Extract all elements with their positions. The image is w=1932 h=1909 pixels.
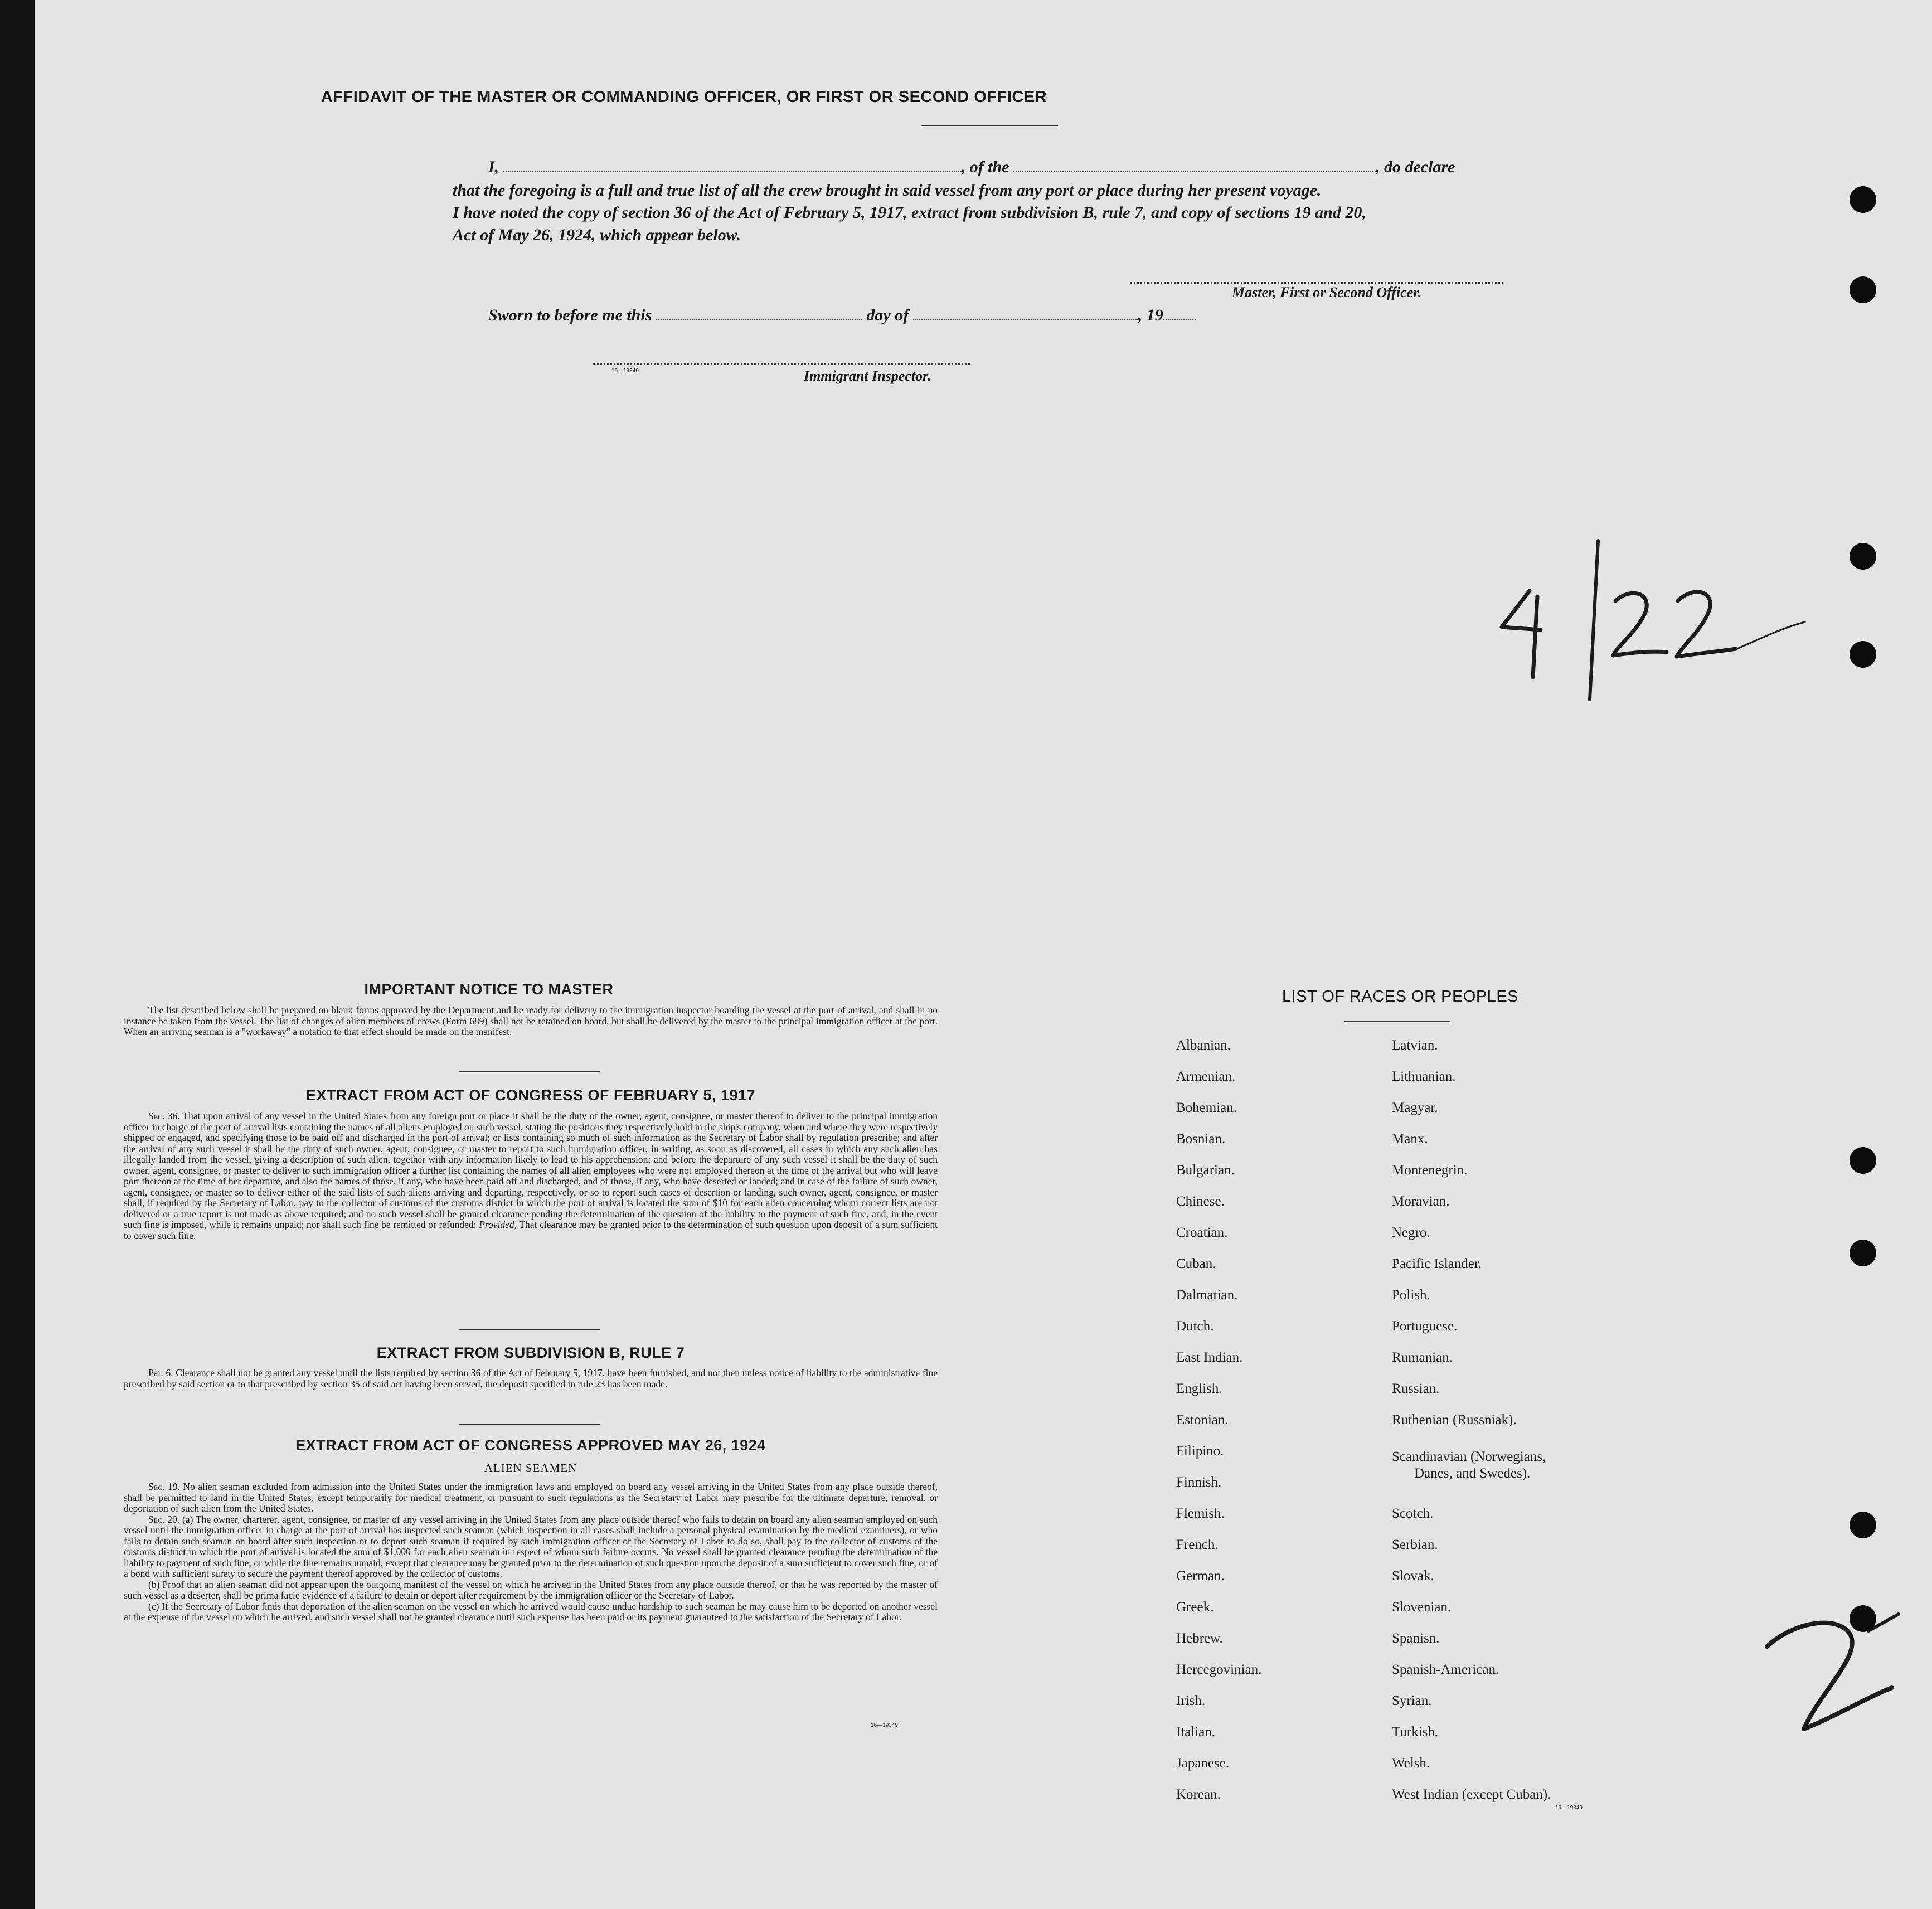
race-item: Croatian. bbox=[1176, 1225, 1228, 1240]
inspector-signature-line[interactable] bbox=[593, 363, 970, 365]
sworn-month-blank[interactable] bbox=[913, 307, 1138, 320]
races-form-number: 16—19349 bbox=[1555, 1805, 1583, 1811]
race-item: Irish. bbox=[1176, 1693, 1206, 1708]
race-item: Estonian. bbox=[1176, 1412, 1229, 1427]
punch-hole bbox=[1850, 276, 1876, 303]
punch-hole bbox=[1850, 1240, 1876, 1266]
race-item: English. bbox=[1176, 1381, 1222, 1396]
race-item: Slovak. bbox=[1392, 1568, 1434, 1583]
race-item: Turkish. bbox=[1392, 1725, 1439, 1740]
race-item: Finnish. bbox=[1176, 1475, 1222, 1490]
affidavit-form-number: 16—19349 bbox=[611, 368, 639, 374]
race-item: Manx. bbox=[1392, 1131, 1428, 1147]
extract-1924-title: EXTRACT FROM ACT OF CONGRESS APPROVED MAY 26, 1924 bbox=[295, 1437, 766, 1454]
race-item: Cuban. bbox=[1176, 1256, 1216, 1271]
affidavit-line-3: I have noted the copy of section 36 of the Act of February 5, 1917, extract from subdivision B, rule 7, and copy of sections 19 and 20, bbox=[453, 203, 1366, 222]
race-item: Dutch. bbox=[1176, 1319, 1214, 1334]
race-item: Russian. bbox=[1392, 1381, 1440, 1396]
extract-1917-text bbox=[124, 1111, 938, 1241]
race-item: Bulgarian. bbox=[1176, 1163, 1235, 1178]
day-of-label: day of bbox=[866, 306, 909, 324]
race-item: German. bbox=[1176, 1568, 1225, 1583]
race-item-continued: Danes, and Swedes). bbox=[1414, 1466, 1531, 1481]
sec-20b-paragraph: (b) Proof that an alien seaman did not appear upon the outgoing manifest of the vessel on which he arrived in the United States from any place outside thereof, or that he was reported by the master of such vessel as a deserter, shall be prima facie evidence of a failure to detain or deport after requirement by the immigration officer or the Secretary of Labor. bbox=[124, 1578, 938, 1601]
extract-1924-text bbox=[124, 1481, 938, 1623]
affidavit-title: AFFIDAVIT OF THE MASTER OR COMMANDING OFFICER, OR FIRST OR SECOND OFFICER bbox=[321, 88, 1047, 106]
sec-19-text: No alien seaman excluded from admission into the United States under the immigration laws and employed on board any vessel arriving in the United States from any place outside thereof, shall be permitted to land in the United States, except temporarily for medical treatment, or pursuant to such regulations as the Secretary of Labor may prescribe for the ultimate departure, removal, or deportation of such alien from the United States. bbox=[124, 1481, 938, 1514]
race-item: Scotch. bbox=[1392, 1506, 1434, 1521]
master-signature-label: Master, First or Second Officer. bbox=[1232, 284, 1422, 300]
race-item: French. bbox=[1176, 1537, 1219, 1552]
form-page bbox=[35, 0, 1932, 1909]
race-item: Latvian. bbox=[1392, 1038, 1438, 1053]
race-item: Negro. bbox=[1392, 1225, 1430, 1240]
rule-2 bbox=[459, 1329, 600, 1330]
punch-hole bbox=[1850, 1605, 1876, 1632]
race-item: Pacific Islander. bbox=[1392, 1256, 1482, 1271]
handwritten-mark-2 bbox=[1757, 1600, 1924, 1745]
sec-36-text: That upon arrival of any vessel in the United States from any foreign port or place it shall be the duty of the owner, agent, consignee, or master thereof to deliver to the principal immigration officer in charge of the port of arrival lists containing the names of all aliens employed on such vessel, stating the positions they respectively hold in the ship's company, when and where they were respectively shipped or engaged, and specifying those to be paid off and discharged in the port of arrival; or lists containing so much of such information as the Secretary of Labor shall by regulation prescribe; and after the arrival of any such vessel it shall be the duty of such owner, agent, consignee, or master to report to such immigration officer, in writing, as soon as discovered, all cases in which any such alien has illegally landed from the vessel, giving a description of such alien, together with any information likely to lead to his apprehension; and before the departure of any such vessel it shall be the duty of such owner, agent, consignee, or master to deliver to such immigration officer a further list containing the names of all alien employees who were not employed thereon at the time of the arrival but who will leave port thereon at the time of her departure, and also the names of those, if any, who have been paid off and discharged, and of those, if any, who have deserted or landed; and in case of the failure of such owner, agent, consignee, or master so to deliver either of the said lists of such aliens arriving and departing, respectively, or so to report such cases of desertion or landing, such owner, agent, consignee, or master shall, if required by the Secretary of Labor, pay to the collector of customs of the customs district in which the port of arrival is located the sum of $10 for each alien concerning whom correct lists are not delivered or a true report is not made as above required; and no such vessel shall be granted clearance pending the determination of the question of the liability to the payment of such fine, and, in the event such fine is imposed, while it remains unpaid; nor shall such fine be remitted or refunded: bbox=[124, 1110, 938, 1230]
race-item: Polish. bbox=[1392, 1288, 1430, 1303]
race-item: East Indian. bbox=[1176, 1350, 1243, 1365]
sec-20-label: Sec. 20. bbox=[148, 1513, 180, 1525]
par-6-paragraph: Par. 6. Clearance shall not be granted any vessel until the lists required by section 36 of the Act of February 5, 1917, have been furnished, and not then unless notice of liability to the administrative fine prescribed by said section or to that prescribed by section 35 of said act having been served, the deposit specified in rule 23 has been made. bbox=[124, 1367, 938, 1390]
punch-hole bbox=[1850, 186, 1876, 213]
race-item: Moravian. bbox=[1392, 1194, 1450, 1209]
extract-1917-title: EXTRACT FROM ACT OF CONGRESS OF FEBRUARY 5, 1917 bbox=[305, 1087, 756, 1104]
affidavit-line-1 bbox=[488, 156, 1455, 178]
race-item: Scandinavian (Norwegians, bbox=[1392, 1449, 1546, 1464]
name-blank[interactable] bbox=[503, 159, 962, 172]
sec-20a-paragraph bbox=[124, 1514, 938, 1580]
sworn-day-blank[interactable] bbox=[656, 307, 862, 320]
sworn-year-blank[interactable] bbox=[1163, 307, 1196, 320]
race-item: Serbian. bbox=[1392, 1537, 1438, 1552]
race-item: Ruthenian (Russniak). bbox=[1392, 1412, 1517, 1427]
race-item: Hebrew. bbox=[1176, 1631, 1223, 1646]
race-item: Armenian. bbox=[1176, 1069, 1236, 1084]
notice-text bbox=[124, 1005, 938, 1038]
race-item: Montenegrin. bbox=[1392, 1163, 1468, 1178]
race-item: Magyar. bbox=[1392, 1100, 1438, 1115]
race-item: Spanisn. bbox=[1392, 1631, 1440, 1646]
sec-19-label: Sec. 19. bbox=[148, 1481, 180, 1492]
proviso-text: That clearance may be granted prior to the determination of such question upon deposit of a sum sufficient to cover such fine. bbox=[124, 1219, 938, 1241]
sec-20a-text: (a) The owner, charterer, agent, consignee, or master of any vessel arriving in the United States from any place outside thereof who fails to detain on board any alien seaman employed on such vessel until the immigration officer in charge at the port of arrival has inspected such seaman (which inspection in all cases shall include a personal physical examination by the medical examiners), or who fails to detain such seaman on board after such inspection or to deport such seaman if required by such immigration officer or the Secretary of Labor to do so, shall pay to the collector of customs of the customs district in which the port of arrival is located the sum of $1,000 for each alien seaman in respect of whom such failure occurs. No vessel shall be granted clearance pending the determination of the liability to payment of such fine, or while the fine remains unpaid, except that clearance may be granted prior to the determination of such question upon the deposit of a sum sufficient to cover such fine, or of a bond with sufficient surety to secure the payment thereof approved by the collector of customs. bbox=[124, 1513, 938, 1579]
race-item: Bosnian. bbox=[1176, 1131, 1226, 1147]
master-signature-line[interactable] bbox=[1130, 282, 1503, 284]
sec-36-label: Sec. 36. bbox=[148, 1110, 180, 1121]
race-item: Hercegovinian. bbox=[1176, 1662, 1262, 1677]
do-declare-label: , do declare bbox=[1376, 158, 1455, 176]
punch-hole bbox=[1850, 543, 1876, 570]
extract-form-number: 16—19349 bbox=[871, 1722, 898, 1728]
race-item: Syrian. bbox=[1392, 1693, 1432, 1708]
affidavit-line-2: that the foregoing is a full and true list of all the crew brought in said vessel from any port or place during her present voyage. bbox=[453, 181, 1322, 200]
race-item: Spanish-American. bbox=[1392, 1662, 1499, 1677]
races-title: LIST OF RACES OR PEOPLES bbox=[1281, 988, 1519, 1005]
notice-paragraph: The list described below shall be prepared on blank forms approved by the Department and be ready for delivery to the immigration inspector boarding the vessel at the port of arrival, and shall in no instance be taken from the vessel. The list of changes of alien members of crews (Form 689) shall not be retained on board, but shall be delivered by the master to the principal immigration officer at the port. When an arriving seaman is a "workaway" a notation to that effect should be made on the manifest. bbox=[124, 1004, 938, 1037]
race-item: Chinese. bbox=[1176, 1194, 1225, 1209]
sworn-label: Sworn to before me this bbox=[488, 306, 652, 324]
rule-1 bbox=[459, 1071, 600, 1072]
punch-hole bbox=[1850, 641, 1876, 668]
race-item: Japanese. bbox=[1176, 1756, 1230, 1771]
sworn-line bbox=[488, 304, 1196, 327]
proviso-label: Provided, bbox=[479, 1219, 517, 1230]
race-item: Slovenian. bbox=[1392, 1600, 1452, 1615]
rule-3 bbox=[459, 1424, 600, 1425]
race-item: Dalmatian. bbox=[1176, 1288, 1238, 1303]
sec-36-paragraph bbox=[124, 1111, 938, 1241]
i-label: I, bbox=[488, 158, 499, 176]
title-rule bbox=[921, 125, 1058, 126]
race-item: Filipino. bbox=[1176, 1444, 1224, 1459]
alien-seamen-subtitle: ALIEN SEAMEN bbox=[484, 1461, 577, 1475]
race-item: Italian. bbox=[1176, 1725, 1216, 1740]
race-item: Greek. bbox=[1176, 1600, 1214, 1615]
race-item: Korean. bbox=[1176, 1787, 1221, 1802]
extract-rule7-text bbox=[124, 1368, 938, 1390]
year-label: , 19 bbox=[1138, 306, 1163, 324]
affidavit-line-4: Act of May 26, 1924, which appear below. bbox=[453, 226, 741, 244]
sec-19-paragraph bbox=[124, 1481, 938, 1514]
race-item: Welsh. bbox=[1392, 1756, 1430, 1771]
race-item: Lithuanian. bbox=[1392, 1069, 1456, 1084]
race-item: West Indian (except Cuban). bbox=[1392, 1787, 1551, 1802]
vessel-blank[interactable] bbox=[1013, 159, 1376, 172]
of-the-label: , of the bbox=[961, 158, 1009, 176]
notice-title: IMPORTANT NOTICE TO MASTER bbox=[364, 981, 614, 998]
race-item: Portuguese. bbox=[1392, 1319, 1458, 1334]
punch-hole bbox=[1850, 1512, 1876, 1538]
sec-20c-paragraph: (c) If the Secretary of Labor finds that deportation of the alien seaman on the vessel on which he arrived would cause undue hardship to such seaman he may cause him to be deported on another vessel at the expense of the vessel on which he arrived, and such vessel shall not be granted clearance until such expense has been paid or its payment guaranteed to the satisfaction of the Secretary of Labor. bbox=[124, 1600, 938, 1623]
races-rule bbox=[1344, 1021, 1450, 1022]
race-item: Rumanian. bbox=[1392, 1350, 1453, 1365]
punch-hole bbox=[1850, 1147, 1876, 1174]
race-item: Flemish. bbox=[1176, 1506, 1225, 1521]
handwritten-date-4-22 bbox=[1489, 530, 1824, 719]
extract-rule7-title: EXTRACT FROM SUBDIVISION B, RULE 7 bbox=[376, 1344, 685, 1361]
inspector-label: Immigrant Inspector. bbox=[804, 368, 931, 384]
race-item: Bohemian. bbox=[1176, 1100, 1237, 1115]
race-item: Albanian. bbox=[1176, 1038, 1231, 1053]
